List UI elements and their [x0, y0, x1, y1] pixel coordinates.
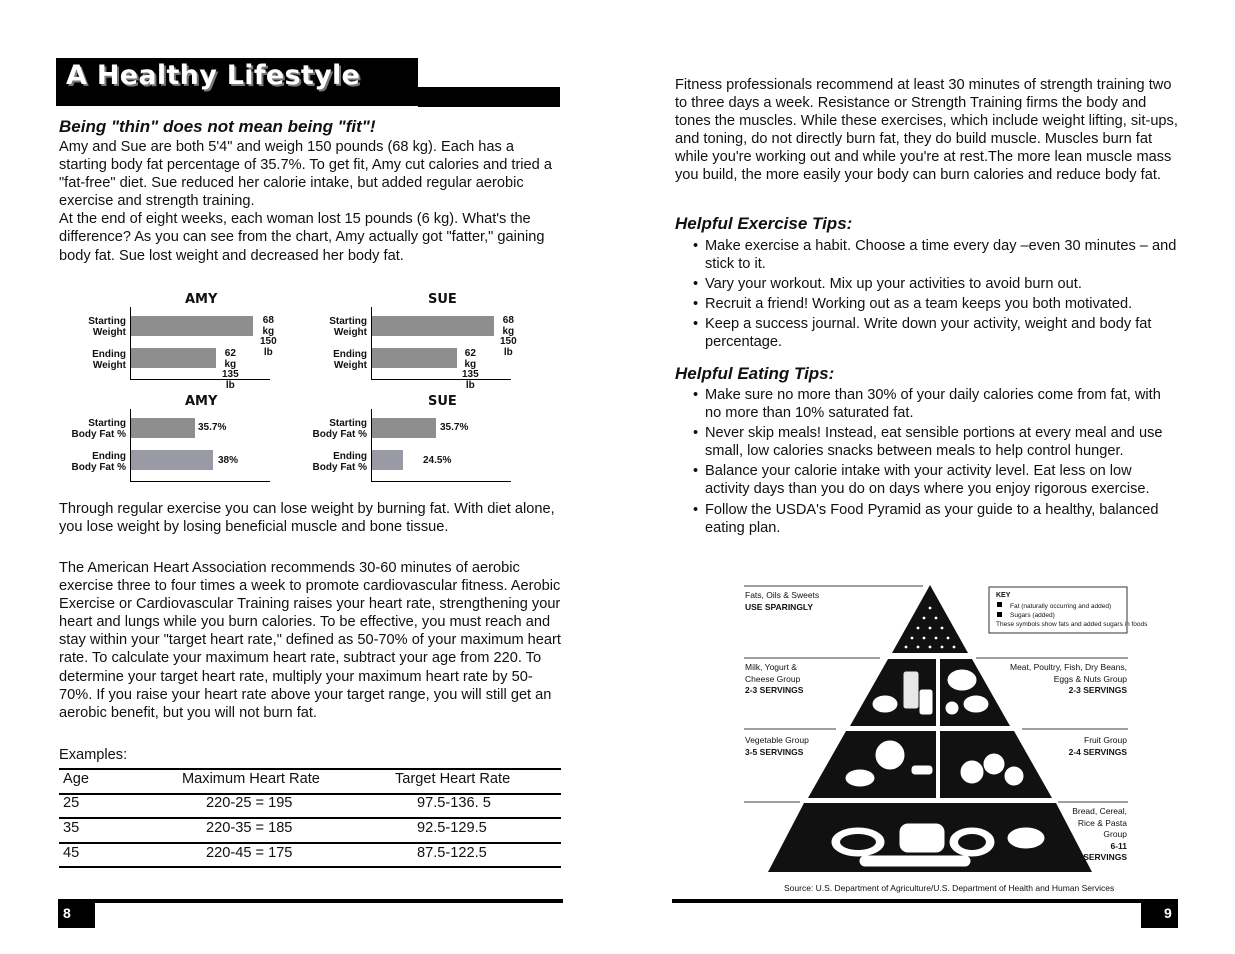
- chart-title-amy-bodyfat: AMY: [185, 394, 218, 409]
- table-cell: 220-45 = 175: [206, 845, 293, 861]
- list-item: • Make exercise a habit. Choose a time every day –even 30 minutes – and stick to it.: [675, 237, 1180, 273]
- intro-text: [59, 138, 559, 265]
- bar-value-sue-end-fat: 24.5%: [423, 455, 452, 466]
- bar-value-sue-start-fat: 35.7%: [440, 422, 469, 433]
- list-item: • Follow the USDA's Food Pyramid as your guide to a healthy, balanced eating plan.: [675, 501, 1180, 537]
- exercise-tips-list: [675, 237, 1180, 354]
- page-number-right: 9: [1164, 905, 1172, 921]
- bar-value-sue-end-weight: 62 kg 135 lb: [462, 348, 479, 391]
- bar-value-sue-start-weight: 68 kg 150 lb: [500, 315, 517, 358]
- chart-bar-amy-starting-bodyfat: [131, 418, 195, 438]
- bar-label-starting-bodyfat: Starting Body Fat %: [312, 418, 367, 440]
- pyramid-label-fruit: Fruit Group 2-4 SERVINGS: [1068, 735, 1127, 757]
- chart-title-amy-weight: AMY: [185, 292, 218, 307]
- pyramid-key: KEY Fat (naturally occurring and added) Sugars (added) These symbols show fats and added sugars in foods: [996, 592, 1148, 628]
- bar-label-ending-weight: Ending Weight: [333, 349, 367, 371]
- title-underline-bar: [418, 87, 560, 107]
- pyramid-label-vegetable: Vegetable Group 3-5 SERVINGS: [745, 735, 809, 757]
- page-number-box-right: [1141, 901, 1178, 928]
- table-cell: 25: [63, 795, 80, 811]
- subheading-thin-fit: Being "thin" does not mean being "fit"!: [59, 117, 376, 136]
- aha-paragraph: The American Heart Association recommends 30-60 minutes of aerobic exercise three to four times a week to promote cardiovascular fitness. Aerobic Exercise or Cardiovascular Training raises your heart rate, strengthening your heart and lungs while you burn calories. To be effective, you must reach and stay within your "target heart rate," defined as 50-70% of your maximum heart rate. To calculate your maximum heart rate, subtract your age from 220. To determine your target heart rate, multiply your maximum heart rate by 50-70%. If you raise your heart rate above your target range, you will still get an aerobic benefit, but you will not burn fat.: [59, 560, 561, 721]
- page-title: A Healthy Lifestyle: [66, 60, 361, 91]
- pyramid-source: Source: U.S. Department of Agriculture/U.S. Department of Health and Human Services: [784, 883, 1115, 893]
- chart-bar-amy-ending-bodyfat: [131, 450, 213, 470]
- chart-title-sue-weight: SUE: [428, 292, 457, 307]
- page-number-left: 8: [63, 905, 71, 921]
- footer-rule-right: [672, 899, 1178, 903]
- list-item: • Balance your calorie intake with your activity level. Eat less on low activity days than you do on days where you enjoy rigorous exercise.: [675, 462, 1180, 498]
- bar-value-amy-end-fat: 38%: [218, 455, 239, 466]
- list-item: • Make sure no more than 30% of your daily calories come from fat, with no more than 10% saturated fat.: [675, 386, 1180, 422]
- intro-paragraph-2: At the end of eight weeks, each woman lost 15 pounds (6 kg). What's the difference? As you can see from the chart, Amy actually got "fatter," gaining body fat. Sue lost weight and decreased her body fat.: [59, 211, 545, 264]
- exercise-tips-heading: Helpful Exercise Tips:: [675, 214, 853, 233]
- chart-axis: [130, 379, 270, 380]
- footer-rule-left: [58, 899, 563, 903]
- strength-text: [675, 76, 1180, 185]
- chart-bar-sue-starting-bodyfat: [372, 418, 436, 438]
- chart-axis: [130, 481, 270, 482]
- list-item: • Never skip meals! Instead, eat sensible portions at every meal and use small, low calories snacks between meals to help control hunger.: [675, 424, 1180, 460]
- bar-label-ending-weight: Ending Weight: [92, 349, 126, 371]
- pyramid-label-milk: Milk, Yogurt & Cheese Group 2-3 SERVINGS: [745, 662, 804, 695]
- table-header-target-hr: Target Heart Rate: [395, 771, 511, 787]
- list-item: • Keep a success journal. Write down your activity, weight and body fat percentage.: [675, 315, 1180, 351]
- intro-paragraph-1: Amy and Sue are both 5'4" and weigh 150 pounds (68 kg). Each has a starting body fat percentage of 35.7%. To get fit, Amy cut calories and tried a "fat-free" diet. Sue reduced her calorie intake, but added regular aerobic exercise and strength training.: [59, 139, 552, 210]
- exercise-paragraph: Through regular exercise you can lose weight by burning fat. With diet alone, you lose weight by losing beneficial muscle and bone tissue.: [59, 501, 555, 536]
- examples-label: Examples:: [59, 747, 128, 763]
- table-bottom-rule: [59, 866, 561, 868]
- strength-paragraph: Fitness professionals recommend at least 30 minutes of strength training two to three days a week. Resistance or Strength Training firms the body and tones the muscles. While these exercises, which include weight lifting, sit-ups, and toning, do not directly burn fat, they do build muscle. Muscles burn fat while you're working out and while you're at rest.The more lean muscle mass you build, the more easily your body can burn calories and reduce body fat.: [675, 77, 1178, 184]
- table-header-max-hr: Maximum Heart Rate: [182, 771, 320, 787]
- list-item: • Recruit a friend! Working out as a team keeps you both motivated.: [675, 295, 1180, 313]
- bar-value-amy-end-weight: 62 kg 135 lb: [222, 348, 239, 391]
- table-header-age: Age: [63, 771, 89, 787]
- chart-bar-amy-ending-weight: [131, 348, 216, 368]
- table-row-rule: [59, 817, 561, 819]
- bar-label-starting-weight: Starting Weight: [329, 316, 367, 338]
- bar-label-starting-bodyfat: Starting Body Fat %: [71, 418, 126, 440]
- table-cell: 220-35 = 185: [206, 820, 293, 836]
- table-cell: 45: [63, 845, 80, 861]
- bar-label-ending-bodyfat: Ending Body Fat %: [312, 451, 367, 473]
- chart-axis: [371, 481, 511, 482]
- bar-label-ending-bodyfat: Ending Body Fat %: [71, 451, 126, 473]
- table-cell: 92.5-129.5: [417, 820, 487, 836]
- table-row-rule: [59, 842, 561, 844]
- list-item: • Vary your workout. Mix up your activities to avoid burn out.: [675, 275, 1180, 293]
- chart-title-sue-bodyfat: SUE: [428, 394, 457, 409]
- chart-bar-sue-starting-weight: [372, 316, 494, 336]
- chart-bar-amy-starting-weight: [131, 316, 253, 336]
- table-cell: 87.5-122.5: [417, 845, 487, 861]
- table-cell: 220-25 = 195: [206, 795, 293, 811]
- table-cell: 35: [63, 820, 80, 836]
- chart-bar-sue-ending-bodyfat: [372, 450, 403, 470]
- chart-axis: [371, 379, 511, 380]
- chart-bar-sue-ending-weight: [372, 348, 457, 368]
- aha-text: [59, 559, 564, 722]
- exercise-text: [59, 500, 559, 536]
- bar-value-amy-start-weight: 68 kg 150 lb: [260, 315, 277, 358]
- pyramid-label-meat: Meat, Poultry, Fish, Dry Beans, Eggs & Nuts Group 2-3 SERVINGS: [1010, 662, 1127, 695]
- table-top-rule: [59, 768, 561, 770]
- eating-tips-list: [675, 386, 1180, 539]
- table-cell: 97.5-136. 5: [417, 795, 491, 811]
- bar-value-amy-start-fat: 35.7%: [198, 422, 227, 433]
- pyramid-label-fats: Fats, Oils & Sweets USE SPARINGLY: [745, 590, 820, 612]
- eating-tips-heading: Helpful Eating Tips:: [675, 364, 835, 383]
- bar-label-starting-weight: Starting Weight: [88, 316, 126, 338]
- pyramid-label-bread: Bread, Cereal, Rice & Pasta Group 6-11 SERVINGS: [1072, 806, 1127, 862]
